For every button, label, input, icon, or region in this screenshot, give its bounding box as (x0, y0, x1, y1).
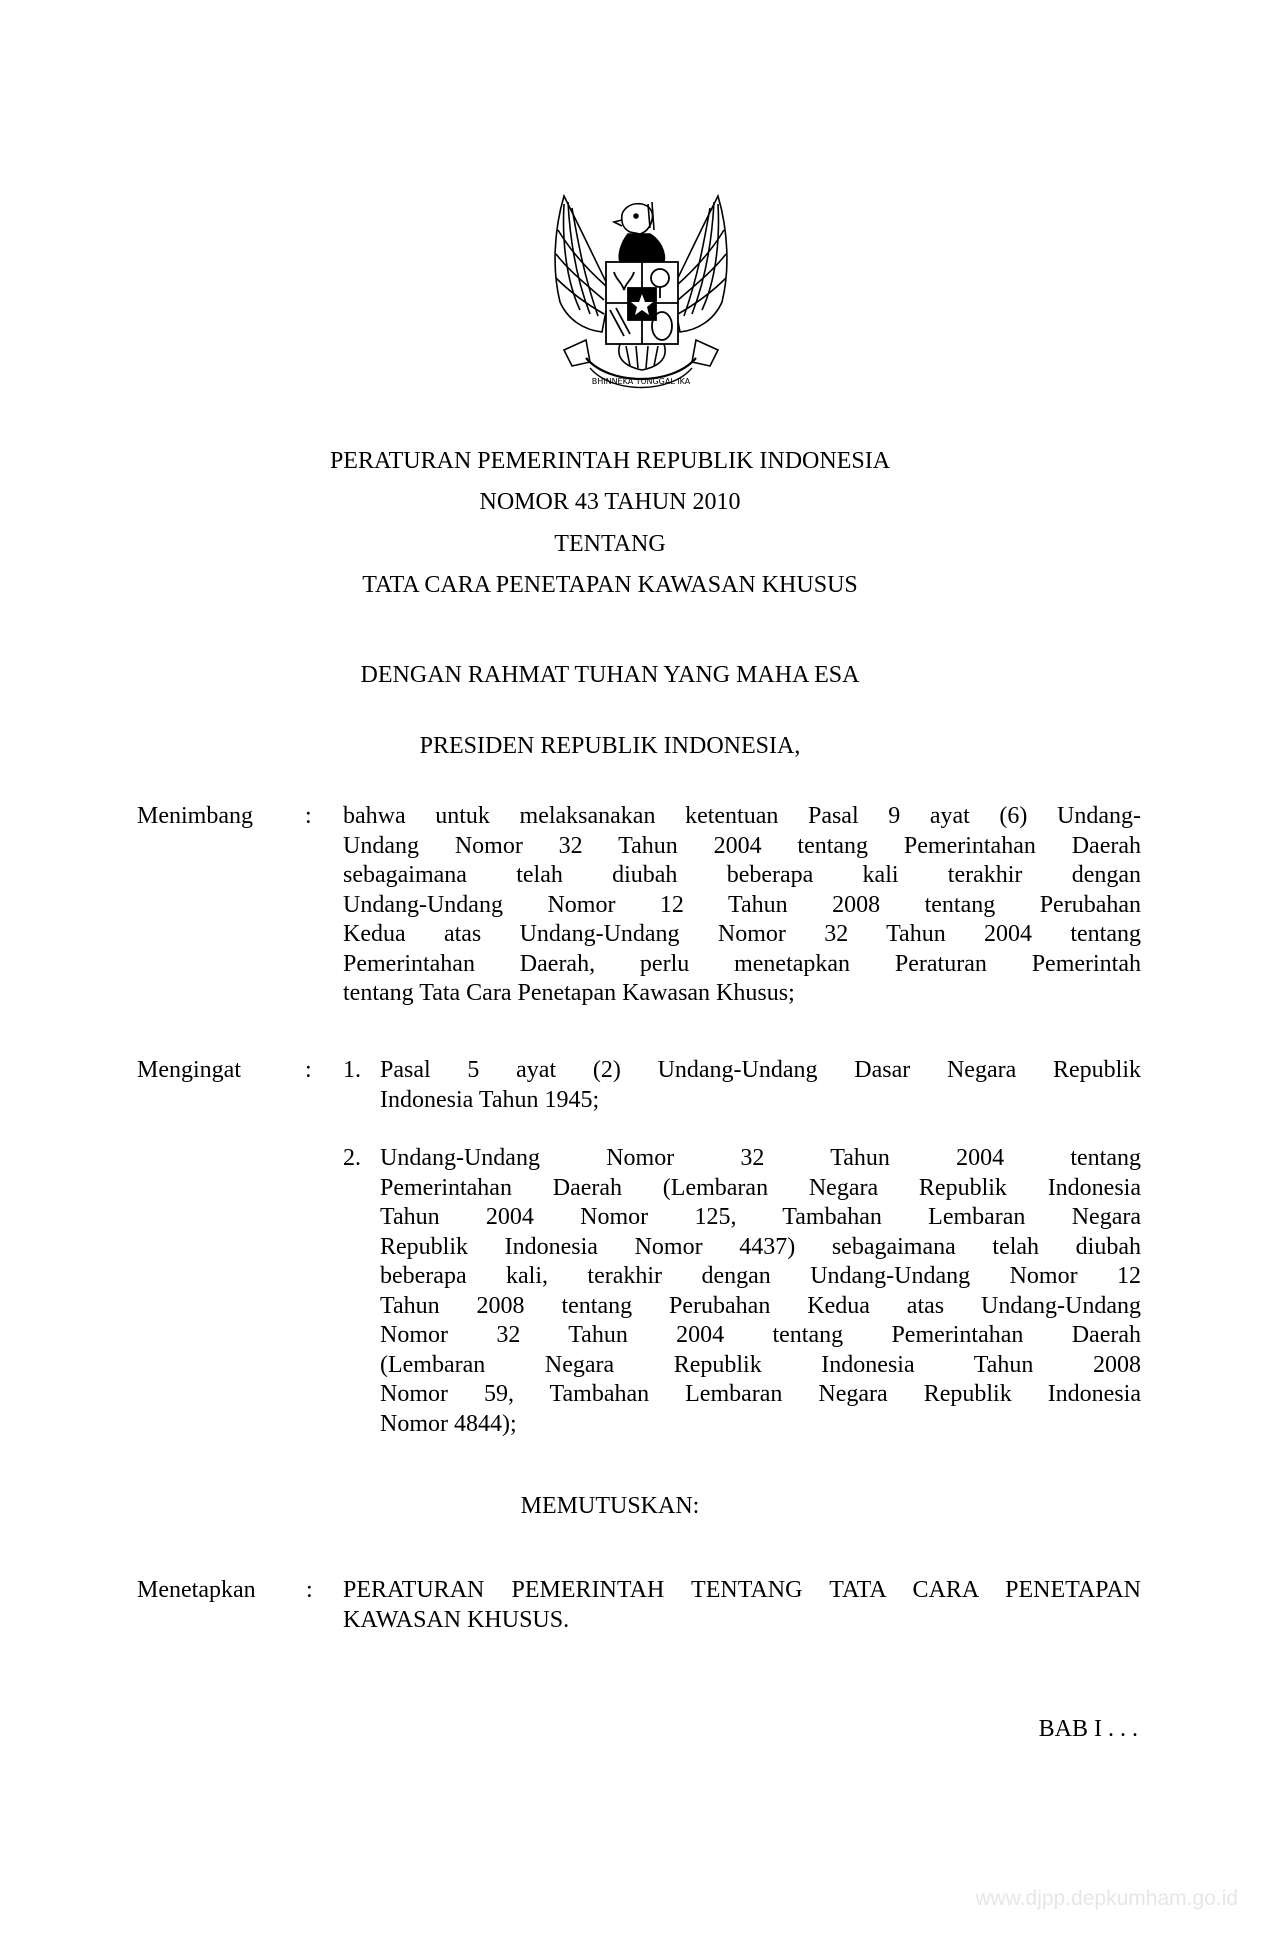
mengingat-label: Mengingat (137, 1057, 241, 1083)
svg-text:BHINNEKA TUNGGAL IKA: BHINNEKA TUNGGAL IKA (591, 377, 691, 386)
list-item-line: Tahun 2008 tentang Perubahan Kedua atas Undang-Undang (380, 1292, 1141, 1319)
watermark-url: www.djpp.depkumham.go.id (975, 1887, 1238, 1910)
list-item-line: Nomor 32 Tahun 2004 tentang Pemerintahan Daerah (380, 1322, 1141, 1348)
menetapkan-label: Menetapkan (137, 1577, 256, 1603)
document-subject: TATA CARA PENETAPAN KAWASAN KHUSUS (362, 572, 858, 598)
menimbang-line: Undang Nomor 32 Tahun 2004 tentang Pemerintahan Daerah (343, 832, 1141, 859)
menimbang-line: sebagaimana telah diubah beberapa kali terakhir dengan (343, 862, 1141, 888)
invocation: DENGAN RAHMAT TUHAN YANG MAHA ESA (360, 662, 860, 688)
menimbang-line: Kedua atas Undang-Undang Nomor 32 Tahun 2004 tentang (343, 921, 1141, 947)
document-number: NOMOR 43 TAHUN 2010 (479, 489, 741, 515)
list-item-line: Undang-Undang Nomor 32 Tahun 2004 tentang (380, 1145, 1141, 1171)
menimbang-colon: : (305, 803, 312, 829)
list-item-line: Republik Indonesia Nomor 4437) sebagaimana telah diubah (380, 1233, 1141, 1260)
document-about-label: TENTANG (554, 531, 666, 557)
list-item-line: beberapa kali, terakhir dengan Undang-Undang Nomor 12 (380, 1263, 1141, 1289)
list-item-line: Nomor 4844); (380, 1410, 517, 1437)
menetapkan-colon: : (306, 1577, 313, 1603)
menimbang-line: bahwa untuk melaksanakan ketentuan Pasal 9 ayat (6) Undang- (343, 803, 1141, 829)
list-number: 1. (343, 1057, 361, 1083)
list-item-line: Indonesia Tahun 1945; (380, 1086, 600, 1113)
list-item-line: (Lembaran Negara Republik Indonesia Tahun 2008 (380, 1351, 1141, 1378)
page-continuation: BAB I . . . (1038, 1716, 1138, 1742)
list-number: 2. (343, 1145, 361, 1171)
memutuskan-heading: MEMUTUSKAN: (520, 1493, 700, 1519)
garuda-pancasila-emblem-icon (550, 190, 732, 396)
list-item-line: Pasal 5 ayat (2) Undang-Undang Dasar Negara Republik (380, 1057, 1141, 1083)
menimbang-label: Menimbang (137, 803, 253, 829)
list-item-line: Nomor 59, Tambahan Lembaran Negara Republik Indonesia (380, 1381, 1141, 1407)
menimbang-line: Undang-Undang Nomor 12 Tahun 2008 tentang Perubahan (343, 891, 1141, 918)
menetapkan-line: KAWASAN KHUSUS. (343, 1606, 570, 1633)
menimbang-line: Pemerintahan Daerah, perlu menetapkan Peraturan Pemerintah (343, 950, 1141, 977)
menimbang-line: tentang Tata Cara Penetapan Kawasan Khusus; (343, 980, 795, 1006)
list-item-line: Pemerintahan Daerah (Lembaran Negara Republik Indonesia (380, 1174, 1141, 1201)
list-item-line: Tahun 2004 Nomor 125, Tambahan Lembaran Negara (380, 1204, 1141, 1230)
menetapkan-line: PERATURAN PEMERINTAH TENTANG TATA CARA PENETAPAN (343, 1577, 1141, 1603)
document-title: PERATURAN PEMERINTAH REPUBLIK INDONESIA (329, 448, 891, 474)
mengingat-colon: : (305, 1057, 312, 1083)
issuer: PRESIDEN REPUBLIK INDONESIA, (419, 733, 801, 759)
